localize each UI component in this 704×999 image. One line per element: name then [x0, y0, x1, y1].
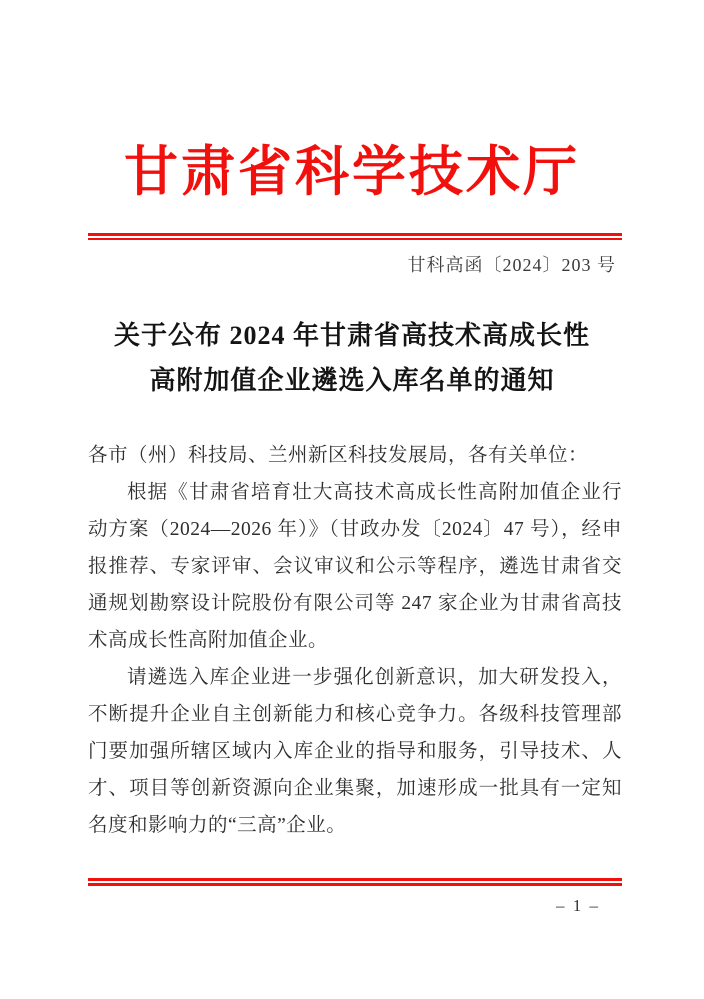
document-title	[0, 313, 704, 403]
document-body	[88, 437, 622, 844]
footer-red-rule	[88, 878, 622, 886]
salutation: 各市（州）科技局、兰州新区科技发展局，各有关单位：	[88, 445, 589, 466]
document-title-line2: 高附加值企业遴选入库名单的通知	[149, 366, 555, 395]
body-paragraph-2: 请遴选入库企业进一步强化创新意识，加大研发投入，不断提升企业自主创新能力和核心竞争力。各级科技管理部门要加强所辖区域内入库企业的指导和服务，引导技术、人才、项目等创新资源向企业集聚，加速形成一批具有一定知名度和影响力的“三高”企业。	[88, 667, 622, 836]
header-red-rule	[88, 233, 622, 240]
agency-title: 甘肃省科学技术厅	[124, 142, 580, 202]
document-number: 甘科高函〔2024〕203 号	[407, 255, 616, 275]
document-title-line1: 关于公布 2024 年甘肃省高技术高成长性	[113, 321, 590, 350]
body-paragraph-1: 根据《甘肃省培育壮大高技术高成长性高附加值企业行动方案（2024—2026 年）》（甘政办发〔2024〕47 号），经申报推荐、专家评审、会议审议和公示等程序，遴选甘肃省交通规划勘察设计院股份有限公司等 247 家企业为甘肃省高技术高成长性高附加值企业。	[88, 482, 622, 651]
page-number: – 1 –	[556, 896, 600, 915]
